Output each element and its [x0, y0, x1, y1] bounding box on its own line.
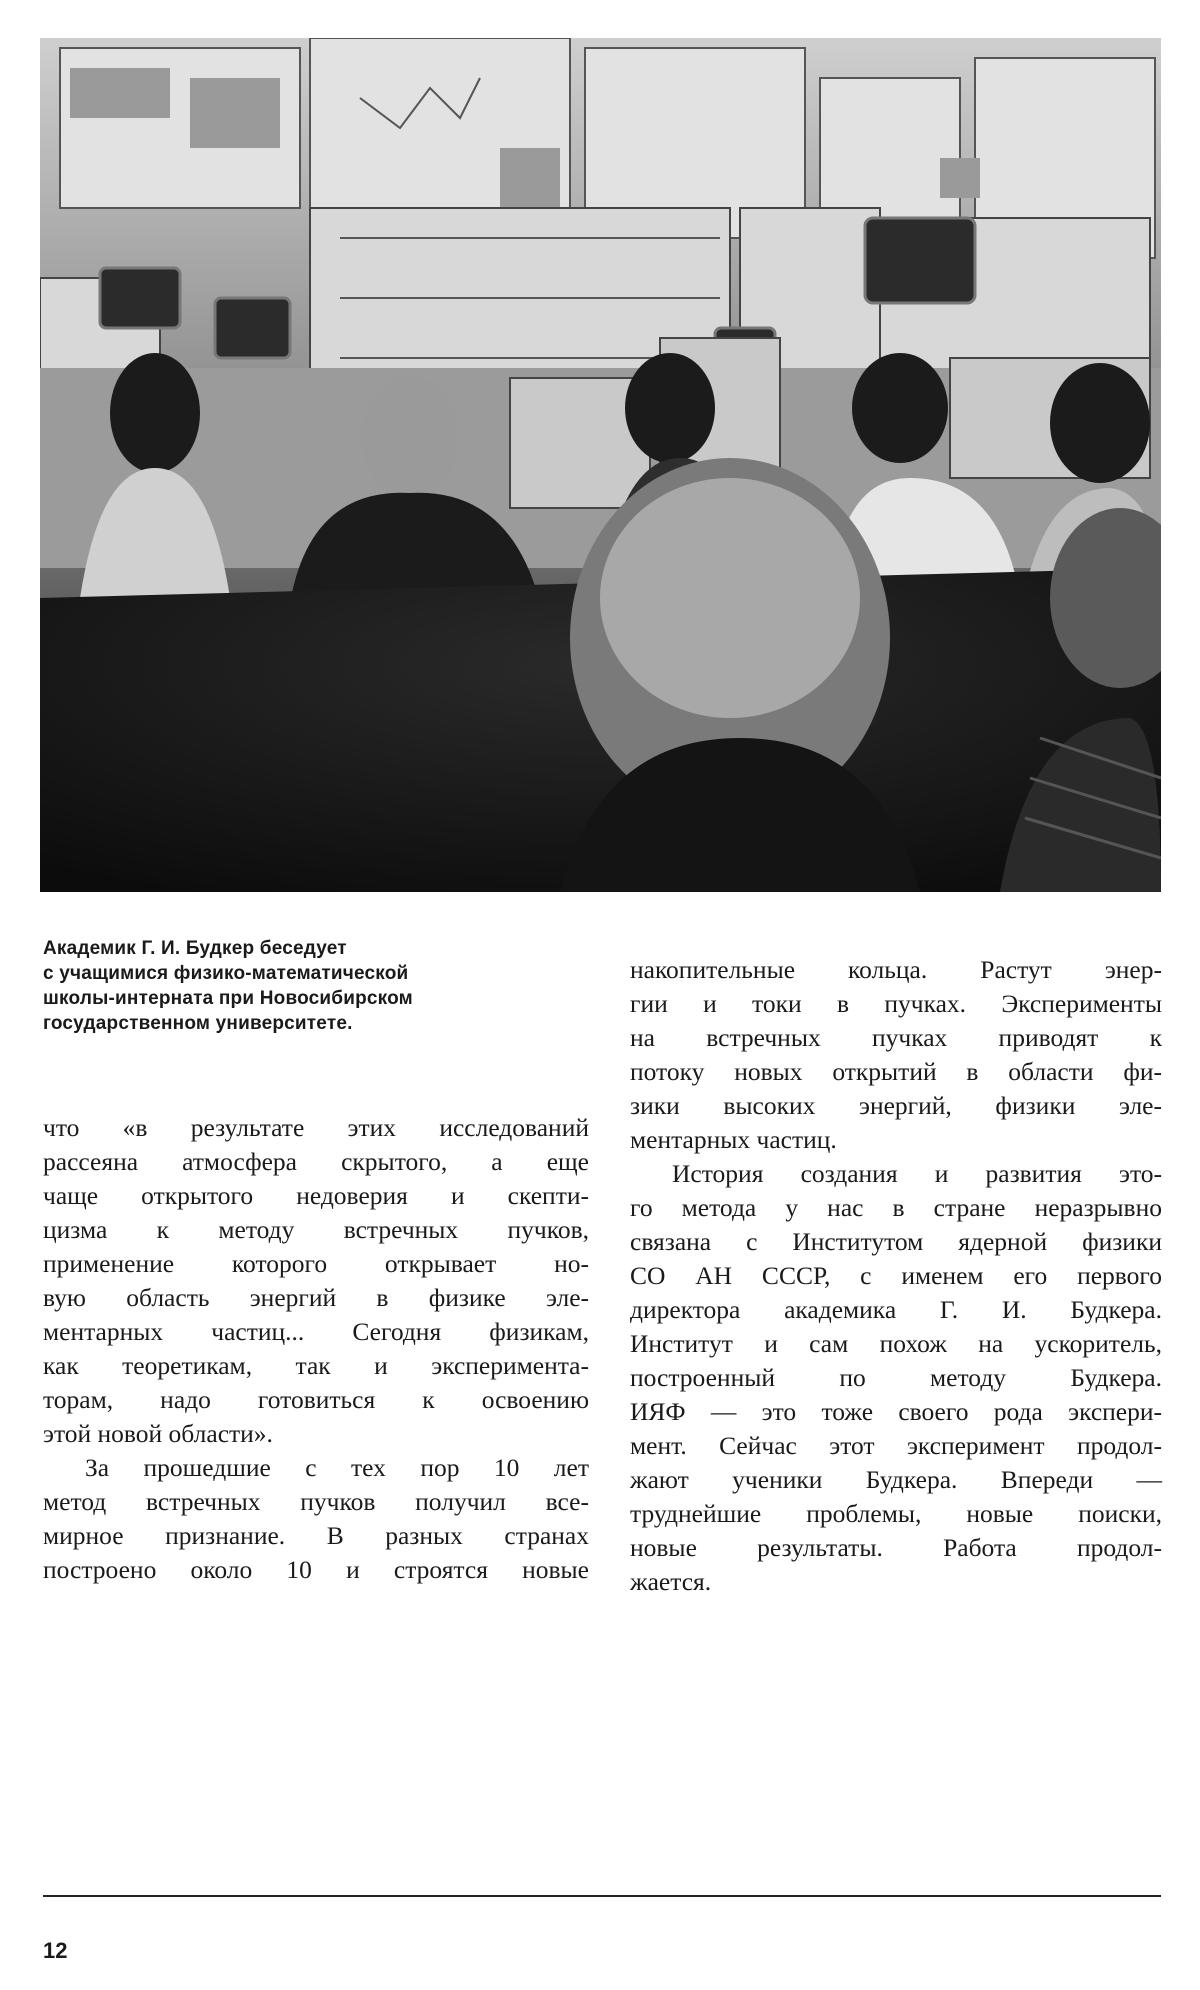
- text-line: директора академика Г. И. Будкера.: [630, 1295, 1162, 1324]
- text-line: Институт и сам похож на ускоритель,: [630, 1329, 1162, 1358]
- text-line: мирное признание. В разных странах: [43, 1521, 589, 1550]
- text-line: История создания и развития это-: [672, 1159, 1162, 1188]
- text-line: мент. Сейчас этот эксперимент продол-: [630, 1431, 1162, 1460]
- text-line: на встречных пучках приводят к: [630, 1023, 1162, 1052]
- right-text-column: [630, 953, 1162, 1599]
- text-line: рассеяна атмосфера скрытого, а еще: [43, 1147, 589, 1176]
- text-line: этой новой области».: [43, 1419, 273, 1448]
- text-line: зики высоких энергий, физики эле-: [630, 1091, 1162, 1120]
- text-line: связана с Институтом ядерной физики: [630, 1227, 1162, 1256]
- text-line: гии и токи в пучках. Эксперименты: [630, 989, 1162, 1018]
- caption-line: Академик Г. И. Будкер беседует: [43, 938, 347, 959]
- text-line: СО АН СССР, с именем его первого: [630, 1261, 1162, 1290]
- left-text-column: [43, 1111, 589, 1587]
- text-line: жается.: [630, 1567, 712, 1596]
- text-line: чаще открытого недоверия и скепти-: [43, 1181, 589, 1210]
- footer-divider: [43, 1895, 1161, 1897]
- caption-line: школы-интерната при Новосибирском: [43, 988, 413, 1009]
- text-line: новые результаты. Работа продол-: [630, 1533, 1162, 1562]
- text-line: как теоретикам, так и эксперимента-: [43, 1351, 589, 1380]
- text-line: го метода у нас в стране неразрывно: [630, 1193, 1162, 1222]
- photo-illustration: [40, 38, 1161, 892]
- text-line: накопительные кольца. Растут энер-: [630, 955, 1162, 984]
- text-line: применение которого открывает но-: [43, 1249, 589, 1278]
- caption-line: государственном университете.: [43, 1013, 353, 1034]
- text-line: вую область энергий в физике эле-: [43, 1283, 589, 1312]
- text-line: что «в результате этих исследований: [43, 1113, 589, 1142]
- text-line: труднейшие проблемы, новые поиски,: [630, 1499, 1162, 1528]
- text-line: метод встречных пучков получил все-: [43, 1487, 589, 1516]
- text-line: ментарных частиц... Сегодня физикам,: [43, 1317, 589, 1346]
- photo-caption: [43, 936, 563, 1036]
- text-line: построенный по методу Будкера.: [630, 1363, 1162, 1392]
- text-line: ментарных частиц.: [630, 1125, 837, 1154]
- text-line: построено около 10 и строятся новые: [43, 1555, 589, 1584]
- text-line: За прошедшие с тех пор 10 лет: [85, 1453, 589, 1482]
- text-line: ИЯФ — это тоже своего рода экспери-: [630, 1397, 1162, 1426]
- photograph: [40, 38, 1161, 892]
- text-line: потоку новых открытий в области фи-: [630, 1057, 1162, 1086]
- text-line: торам, надо готовиться к освоению: [43, 1385, 589, 1414]
- page-number: 12: [43, 1938, 68, 1963]
- caption-line: с учащимися физико-математической: [43, 963, 409, 984]
- text-line: жают ученики Будкера. Впереди —: [630, 1465, 1162, 1494]
- text-line: цизма к методу встречных пучков,: [43, 1215, 589, 1244]
